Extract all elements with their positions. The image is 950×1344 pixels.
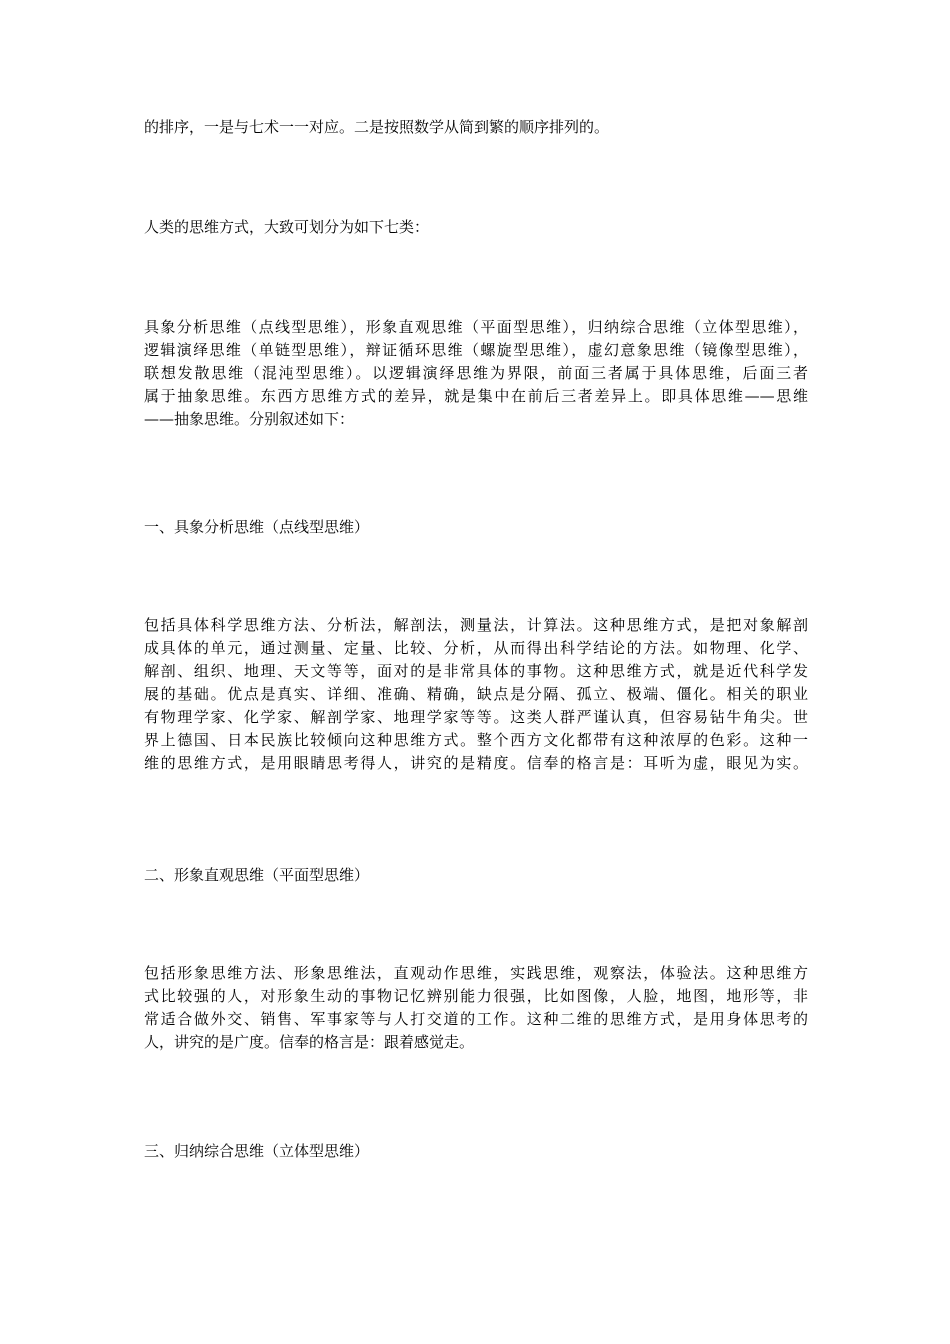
text-line: 包括具体科学思维方法、分析法，解剖法，测量法，计算法。这种思维方式，是把对象解剖: [144, 616, 808, 634]
section-heading-3: [144, 1140, 808, 1163]
heading-text: 三、归纳综合思维（立体型思维）: [144, 1142, 370, 1160]
text-line: 常适合做外交、销售、军事家等与人打交道的工作。这种二维的思维方式，是用身体思考的: [144, 1010, 808, 1028]
text-line: 包括形象思维方法、形象思维法，直观动作思维，实践思维，观察法，体验法。这种思维方: [144, 964, 808, 982]
text-line: 人类的思维方式，大致可划分为如下七类：: [144, 218, 430, 236]
section-heading-2: [144, 864, 808, 887]
heading-text: 二、形象直观思维（平面型思维）: [144, 866, 370, 884]
paragraph-concrete-analysis: [144, 614, 808, 775]
paragraph-intro: [144, 116, 808, 139]
text-line: 属于抽象思维。东西方思维方式的差异，就是集中在前后三者差异上。即具体思维——思维: [144, 387, 808, 405]
paragraph-seven-types: [144, 216, 808, 239]
text-line: 界上德国、日本民族比较倾向这种思维方式。整个西方文化都带有这种浓厚的色彩。这种一: [144, 731, 808, 749]
text-line: 联想发散思维（混沌型思维）。以逻辑演绎思维为界限，前面三者属于具体思维，后面三者: [144, 364, 808, 382]
text-line: 解剖、组织、地理、天文等等，面对的是非常具体的事物。这种思维方式，就是近代科学发: [144, 662, 808, 680]
text-line: 有物理学家、化学家、解剖学家、地理学家等等。这类人群严谨认真，但容易钻牛角尖。世: [144, 708, 808, 726]
text-line: 展的基础。优点是真实、详细、准确、精确，缺点是分隔、孤立、极端、僵化。相关的职业: [144, 685, 808, 703]
text-line: 的排序，一是与七术一一对应。二是按照数学从简到繁的顺序排列的。: [144, 118, 610, 136]
text-line: 逻辑演绎思维（单链型思维），辩证循环思维（螺旋型思维），虚幻意象思维（镜像型思维），: [144, 341, 808, 359]
text-line: 人，讲究的是广度。信奉的格言是：跟着感觉走。: [144, 1033, 475, 1051]
heading-text: 一、具象分析思维（点线型思维）: [144, 518, 370, 536]
section-heading-1: [144, 516, 808, 539]
text-line: 具象分析思维（点线型思维），形象直观思维（平面型思维），归纳综合思维（立体型思维），: [144, 318, 808, 336]
paragraph-thinking-list: [144, 316, 808, 431]
text-line: 式比较强的人，对形象生动的事物记忆辨别能力很强，比如图像，人脸，地图，地形等，非: [144, 987, 808, 1005]
text-line: ——抽象思维。分别叙述如下：: [144, 410, 355, 428]
text-line: 维的思维方式，是用眼睛思考得人，讲究的是精度。信奉的格言是：耳听为虚，眼见为实。: [144, 754, 808, 772]
text-line: 成具体的单元，通过测量、定量、比较、分析，从而得出科学结论的方法。如物理、化学、: [144, 639, 808, 657]
paragraph-image-intuition: [144, 962, 808, 1054]
